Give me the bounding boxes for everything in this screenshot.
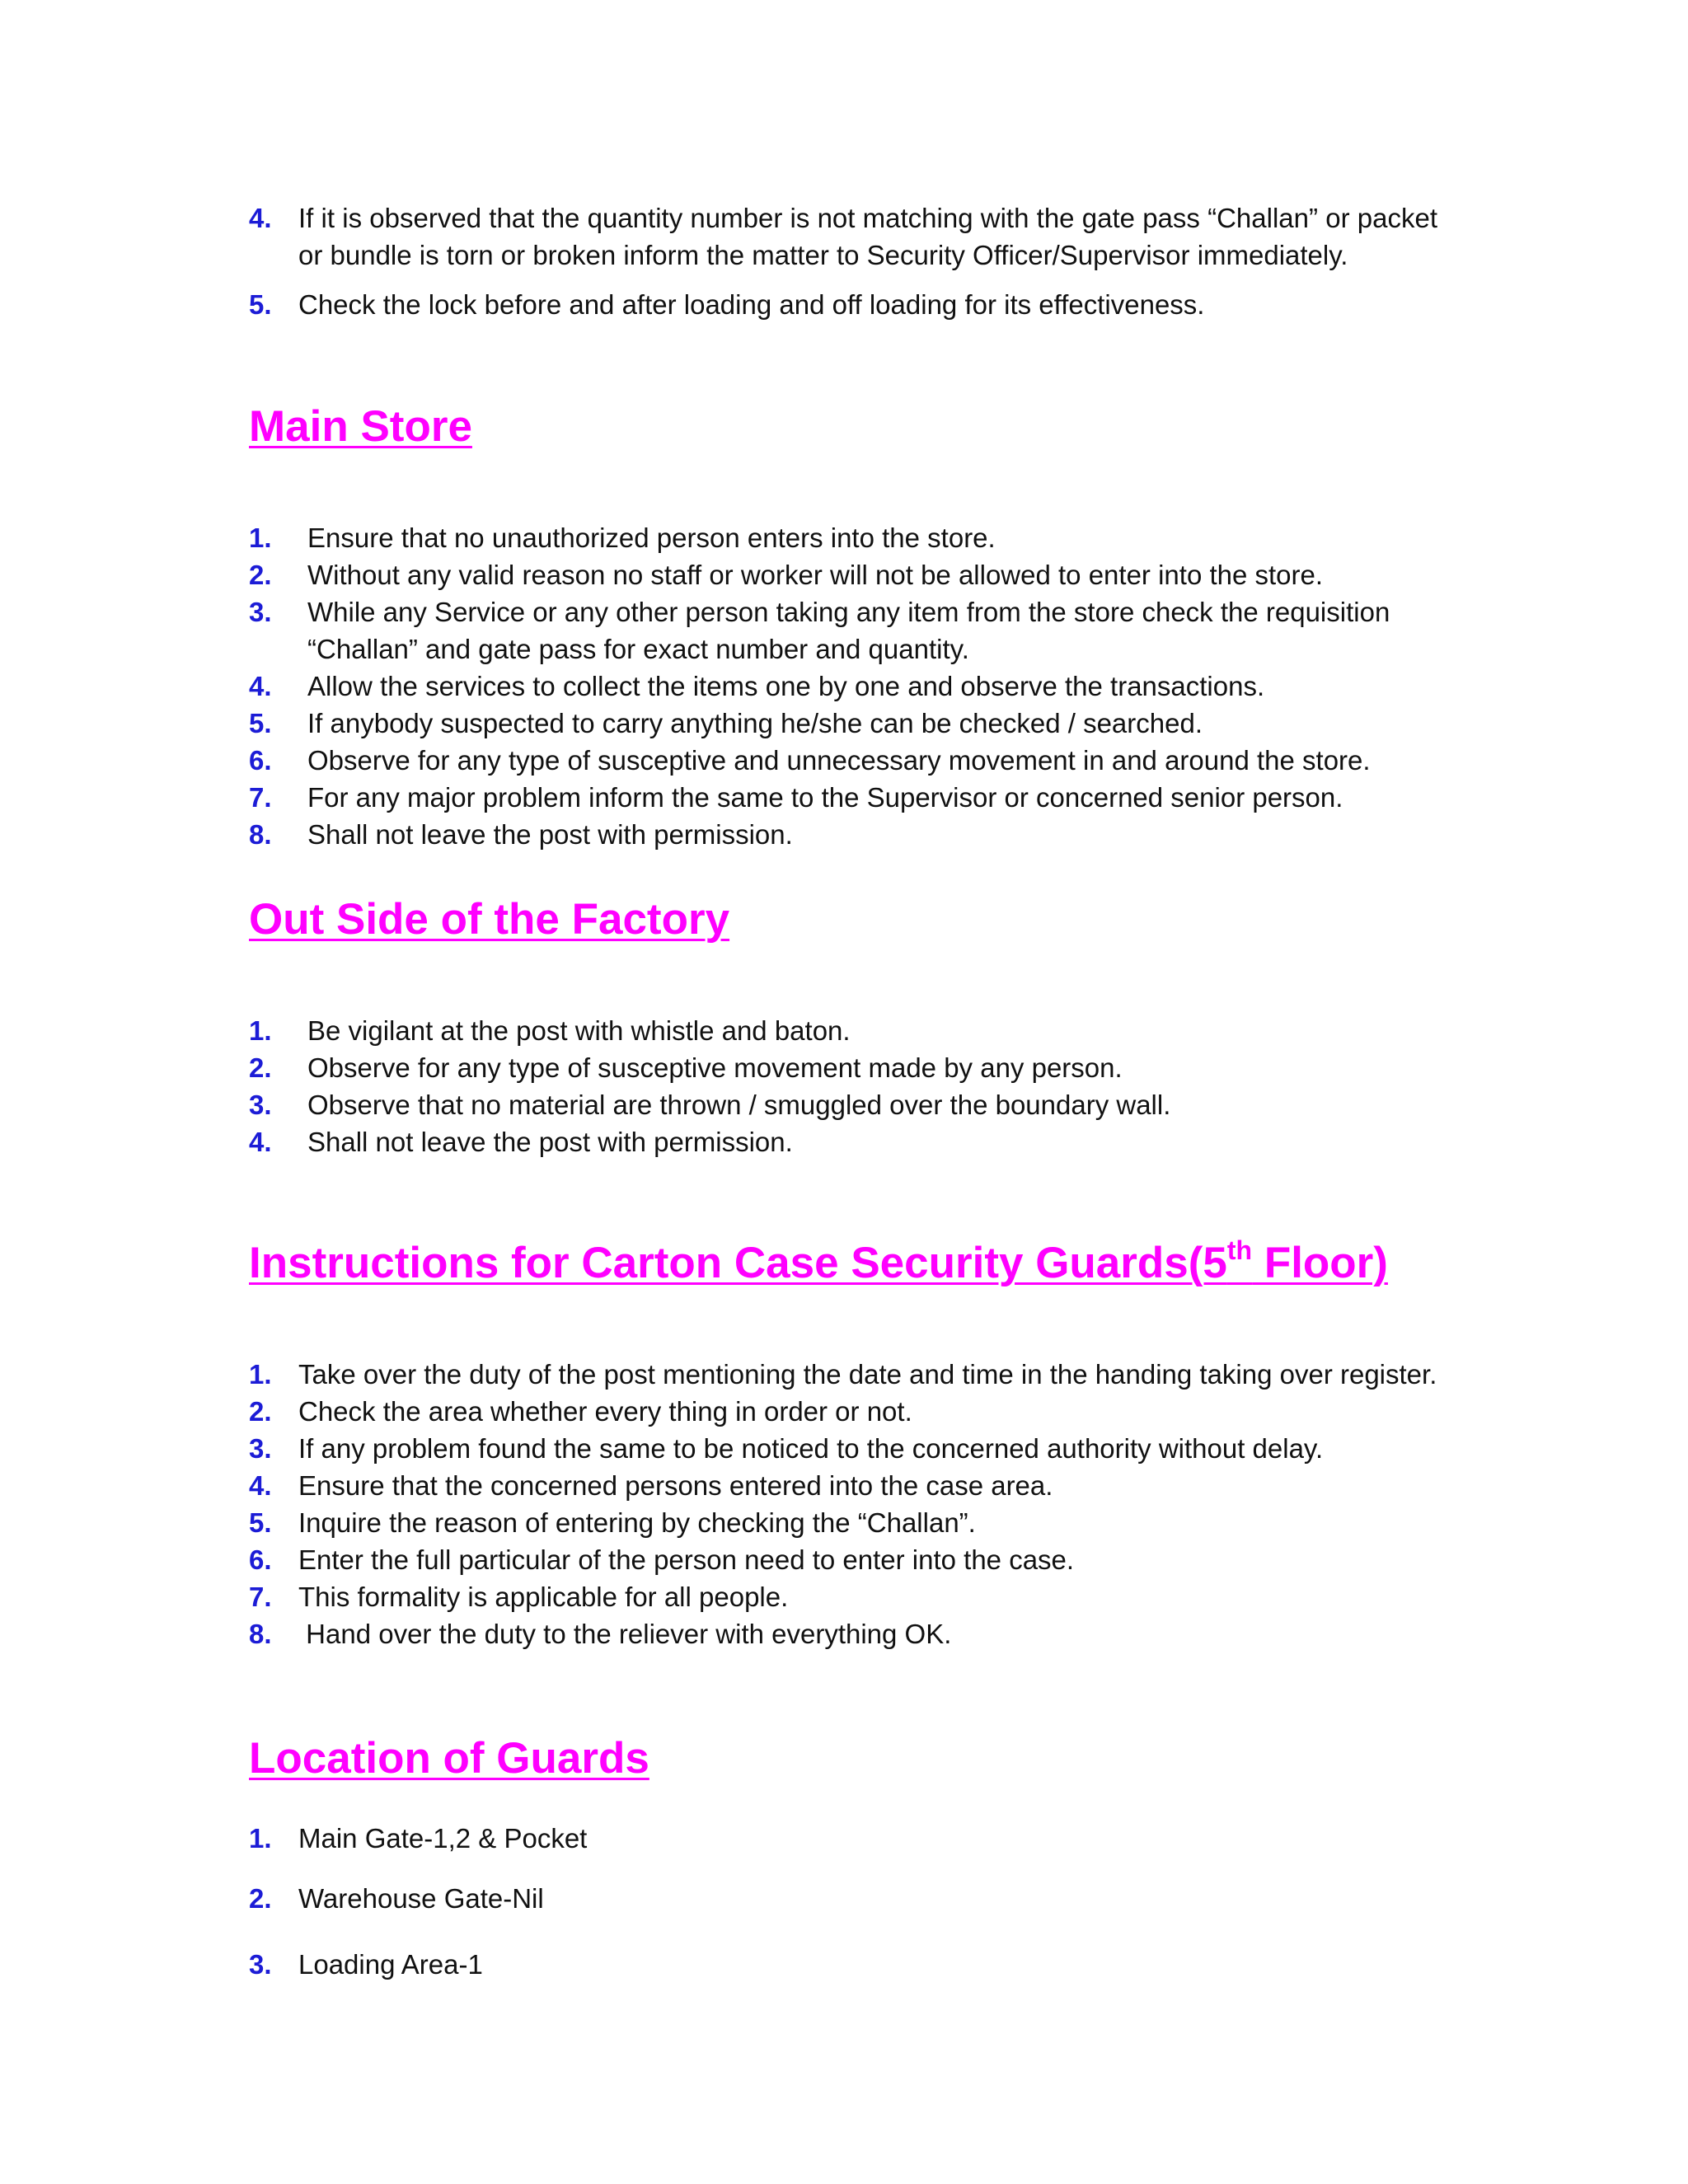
list-item	[249, 1123, 1437, 1160]
carton-case-heading	[249, 1237, 1388, 1290]
item-text: Ensure that the concerned persons entered into the case area.	[298, 1470, 1053, 1501]
item-number: 3.	[249, 597, 272, 627]
item-text: Ensure that no unauthorized person enters into the store.	[307, 523, 996, 553]
item-text: Hand over the duty to the reliever with everything OK.	[298, 1619, 952, 1649]
list-item	[249, 556, 1437, 593]
list-item	[249, 1049, 1437, 1086]
item-text: Loading Area-1	[298, 1949, 483, 1980]
list-item	[249, 1820, 1437, 1857]
item-text: Take over the duty of the post mentioning the date and time in the handing taking over register.	[298, 1359, 1437, 1390]
item-number: 1.	[249, 523, 272, 553]
main-store-heading: Main Store	[249, 402, 472, 451]
item-text: Warehouse Gate-Nil	[298, 1883, 544, 1914]
list-item	[249, 199, 1437, 274]
carton-case-list	[249, 1356, 1437, 1652]
guard-locations-heading: Location of Guards	[249, 1734, 649, 1783]
list-item	[249, 1012, 1437, 1049]
item-number: 5.	[249, 708, 272, 738]
item-number: 1.	[249, 1015, 272, 1046]
item-number: 4.	[249, 203, 272, 233]
item-text: While any Service or any other person taking any item from the store check the requisition “Challan” and gate pass for exact number and quantity.	[307, 597, 1390, 664]
item-text: Shall not leave the post with permission.	[307, 1127, 793, 1157]
list-item	[249, 816, 1437, 853]
item-number: 1.	[249, 1359, 272, 1390]
item-number: 3.	[249, 1090, 272, 1120]
item-text: Enter the full particular of the person need to enter into the case.	[298, 1544, 1075, 1575]
item-text: Shall not leave the post with permission.	[307, 819, 793, 850]
list-item	[249, 1504, 1437, 1541]
item-text: This formality is applicable for all people.	[298, 1582, 789, 1612]
item-text: Be vigilant at the post with whistle and baton.	[307, 1015, 851, 1046]
item-number: 8.	[249, 1619, 272, 1649]
item-number: 8.	[249, 819, 272, 850]
item-text: If any problem found the same to be noticed to the concerned authority without delay.	[298, 1433, 1324, 1464]
item-number: 5.	[249, 289, 272, 320]
outside-factory-list	[249, 1012, 1437, 1160]
item-number: 2.	[249, 560, 272, 590]
item-number: 4.	[249, 1470, 272, 1501]
item-number: 7.	[249, 782, 272, 813]
heading-superscript: th	[1226, 1235, 1253, 1265]
item-text: Check the area whether every thing in order or not.	[298, 1396, 912, 1427]
list-item	[249, 593, 1437, 668]
intro-list	[249, 199, 1437, 323]
item-text: If it is observed that the quantity number is not matching with the gate pass “Challan” or packet or bundle is torn or broken inform the matter to Security Officer/Supervisor immediately.	[298, 203, 1437, 270]
item-text: Allow the services to collect the items one by one and observe the transactions.	[307, 671, 1265, 701]
item-number: 5.	[249, 1507, 272, 1538]
item-number: 2.	[249, 1052, 272, 1083]
item-number: 1.	[249, 1823, 272, 1854]
list-item	[249, 705, 1437, 742]
item-text: Inquire the reason of entering by checking the “Challan”.	[298, 1507, 976, 1538]
list-item	[249, 1578, 1437, 1615]
item-number: 6.	[249, 1544, 272, 1575]
list-item	[249, 1880, 1437, 1917]
item-text: If anybody suspected to carry anything he/she can be checked / searched.	[307, 708, 1203, 738]
item-text: Check the lock before and after loading and off loading for its effectiveness.	[298, 289, 1205, 320]
list-item	[249, 519, 1437, 556]
list-item	[249, 286, 1437, 323]
list-item	[249, 668, 1437, 705]
guard-locations-list	[249, 1820, 1437, 1983]
item-number: 4.	[249, 1127, 272, 1157]
item-number: 6.	[249, 745, 272, 776]
heading-text: Floor)	[1252, 1239, 1388, 1287]
main-store-list	[249, 519, 1437, 853]
item-number: 2.	[249, 1883, 272, 1914]
list-item	[249, 1393, 1437, 1430]
item-text: Observe for any type of susceptive and unnecessary movement in and around the store.	[307, 745, 1371, 776]
item-number: 3.	[249, 1949, 272, 1980]
list-item	[249, 742, 1437, 779]
list-item	[249, 1086, 1437, 1123]
item-text: Observe that no material are thrown / smuggled over the boundary wall.	[307, 1090, 1171, 1120]
outside-factory-heading: Out Side of the Factory	[249, 895, 730, 944]
heading-text: Instructions for Carton Case Security Guards(5	[249, 1239, 1227, 1287]
item-number: 7.	[249, 1582, 272, 1612]
list-item	[249, 1946, 1437, 1983]
list-item	[249, 1356, 1437, 1393]
item-text: For any major problem inform the same to the Supervisor or concerned senior person.	[307, 782, 1343, 813]
list-item	[249, 1615, 1437, 1652]
item-number: 4.	[249, 671, 272, 701]
list-item	[249, 1467, 1437, 1504]
item-number: 2.	[249, 1396, 272, 1427]
list-item	[249, 1430, 1437, 1467]
item-text: Main Gate-1,2 & Pocket	[298, 1823, 588, 1854]
list-item	[249, 1541, 1437, 1578]
item-text: Without any valid reason no staff or worker will not be allowed to enter into the store.	[307, 560, 1324, 590]
item-number: 3.	[249, 1433, 272, 1464]
item-text: Observe for any type of susceptive movement made by any person.	[307, 1052, 1123, 1083]
list-item	[249, 779, 1437, 816]
